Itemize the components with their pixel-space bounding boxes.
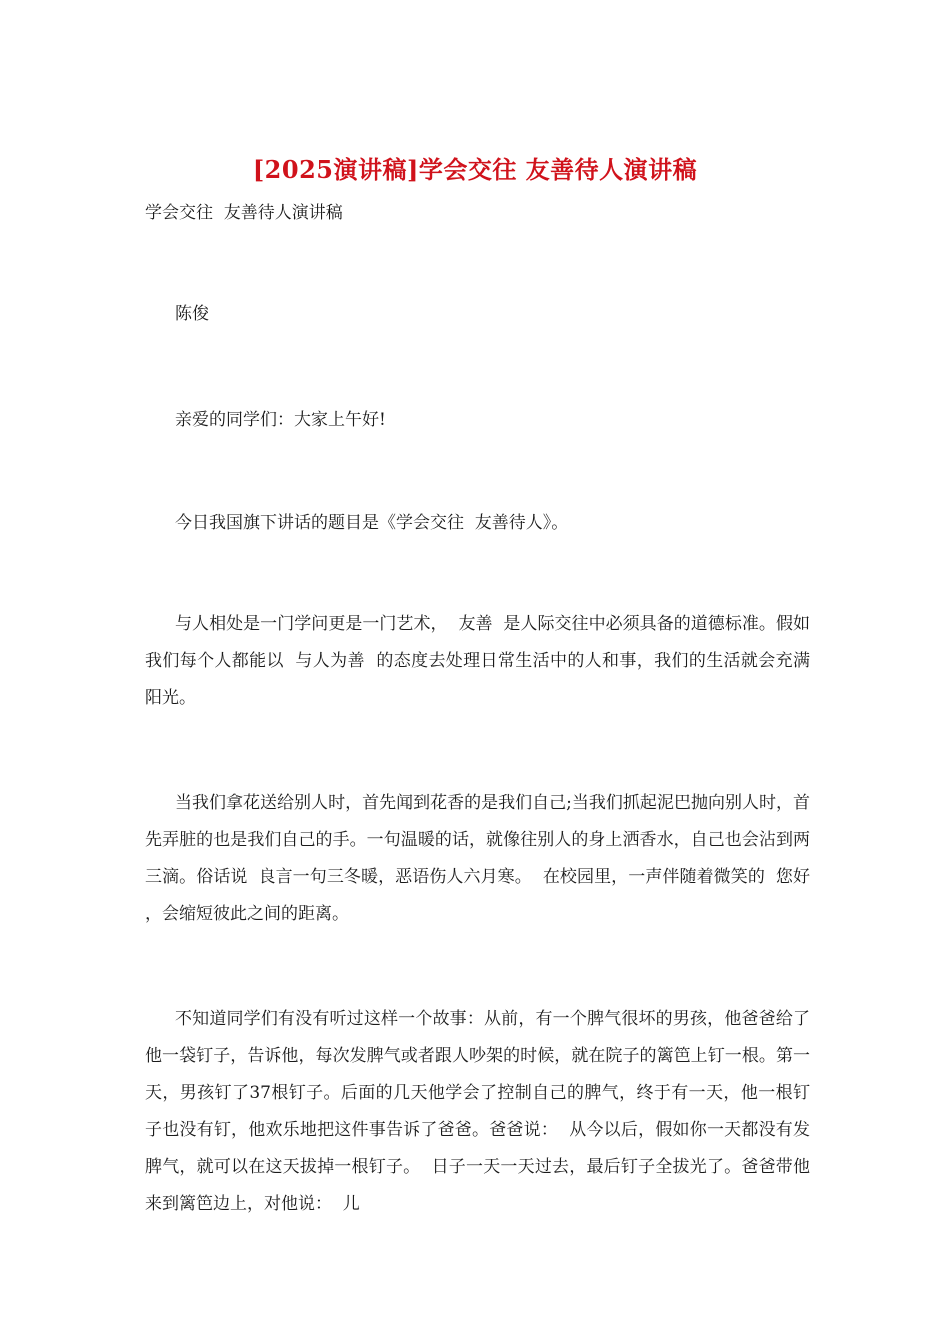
topic-paragraph: 今日我国旗下讲话的题目是《学会交往 友善待人》。 bbox=[175, 513, 569, 533]
body-paragraph-flowers: 当我们拿花送给别人时，首先闻到花香的是我们自己;当我们抓起泥巴抛向别人时，首先弄脏的也是我们自己的手。一句温暖的话，就像往别人的身上洒香水，自己也会沾到两三滴。俗话说 良言一句三冬暖，恶语伤人六月寒。 在校园里，一声伴随着微笑的 您好 ，会缩短彼此之间的距离。 bbox=[145, 793, 821, 924]
greeting-paragraph: 亲爱的同学们：大家上午好! bbox=[175, 410, 386, 430]
document-title: [2025演讲稿]学会交往 友善待人演讲稿 bbox=[252, 155, 698, 184]
document-subtitle: 学会交往 友善待人演讲稿 bbox=[145, 203, 343, 223]
body-paragraph-nails-story: 不知道同学们有没有听过这样一个故事：从前，有一个脾气很坏的男孩，他爸爸给了他一袋钉子，告诉他，每次发脾气或者跟人吵架的时候，就在院子的篱笆上钉一根。第一天，男孩钉了37根钉子。后面的几天他学会了控制自己的脾气，终于有一天，他一根钉子也没有钉，他欢乐地把这件事告诉了爸爸。爸爸说： 从今以后，假如你一天都没有发脾气，就可以在这天拔掉一根钉子。 日子一天一天过去，最后钉子全拔光了。爸爸带他来到篱笆边上，对他说： 儿 bbox=[145, 1009, 810, 1214]
body-paragraph-friendliness: 与人相处是一门学问更是一门艺术， 友善 是人际交往中必须具备的道德标准。假如我们每个人都能以 与人为善 的态度去处理日常生活中的人和事，我们的生活就会充满阳光。 bbox=[145, 614, 810, 708]
author-name: 陈俊 bbox=[175, 304, 209, 324]
